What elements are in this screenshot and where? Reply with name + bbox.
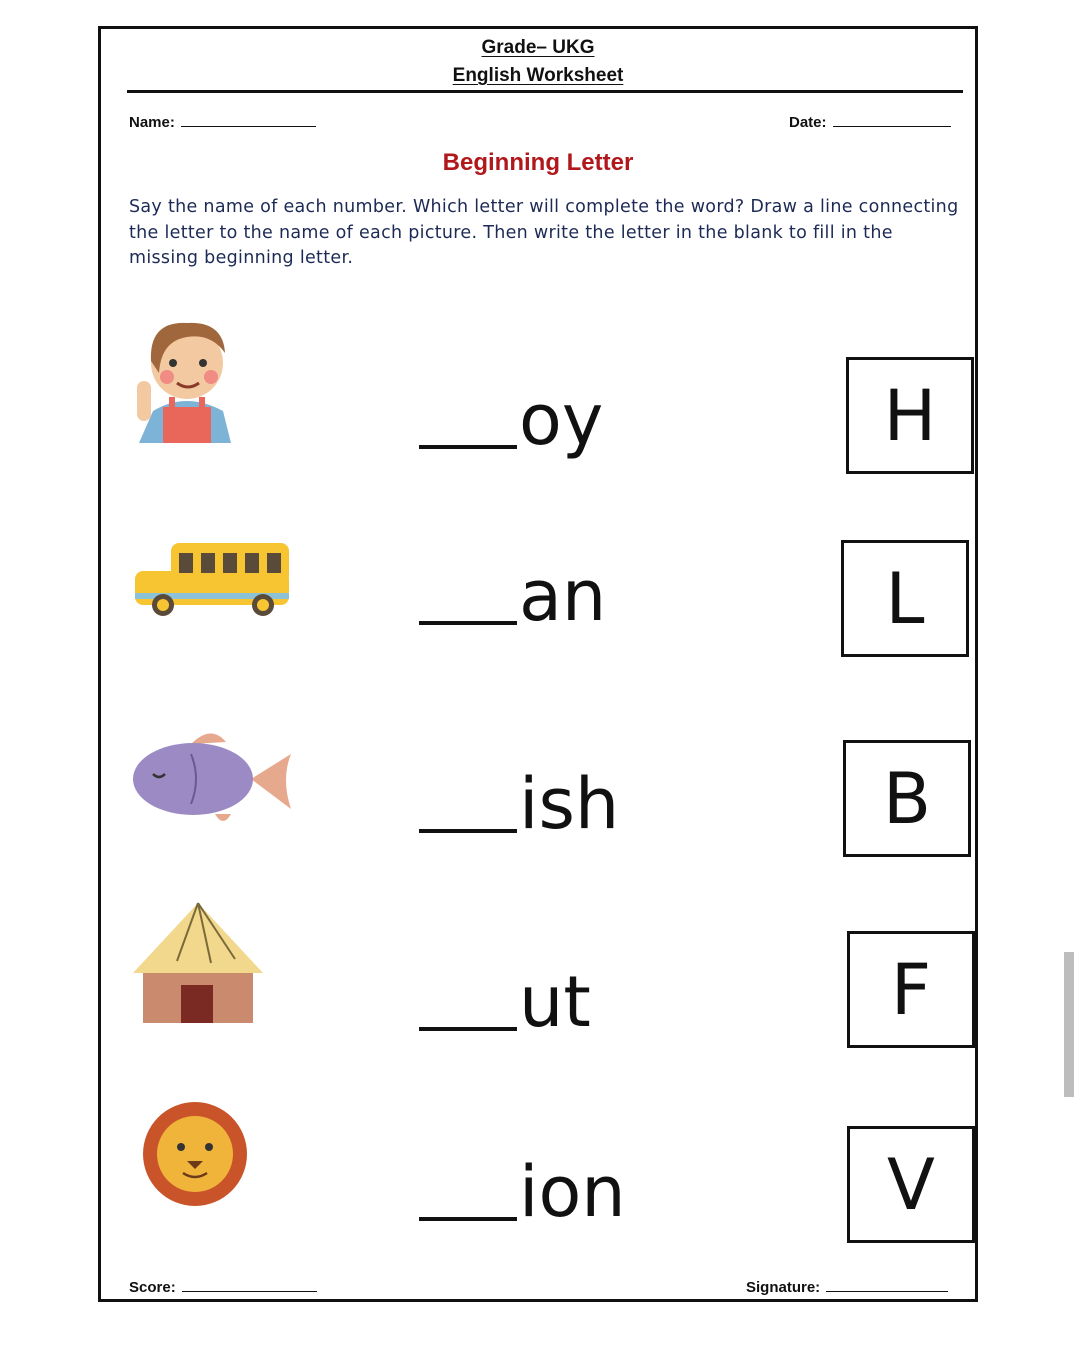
lion-icon [133,1099,258,1209]
header-divider [127,90,963,93]
word-row-5 [419,1151,626,1233]
score-label: Score: [129,1279,176,1296]
name-field[interactable] [129,114,316,131]
letter-box-5[interactable] [847,1126,975,1243]
letter-4: F [890,948,932,1031]
fish-icon [131,724,296,834]
hut-icon [131,901,266,1026]
answer-blank-3[interactable] [419,829,517,833]
letter-box-3[interactable] [843,740,971,857]
answer-blank-1[interactable] [419,445,517,449]
score-line[interactable] [182,1290,317,1292]
word-row-1 [419,379,604,461]
letter-5: V [887,1143,935,1226]
letter-box-1[interactable] [846,357,974,474]
word-row-4 [419,961,591,1043]
answer-blank-2[interactable] [419,621,517,625]
signature-line[interactable] [826,1290,948,1292]
boy-icon [131,311,241,446]
word-stem-3: ish [519,763,620,845]
word-stem-2: an [519,555,607,637]
letter-1: H [883,374,937,457]
worksheet-title: Beginning Letter [442,149,634,176]
letter-box-2[interactable] [841,540,969,657]
word-stem-5: ion [519,1151,626,1233]
date-label: Date: [789,114,827,131]
answer-blank-4[interactable] [419,1027,517,1031]
signature-field[interactable] [746,1279,948,1296]
letter-3: B [882,757,932,840]
word-row-3 [419,763,620,845]
worksheet-page [98,26,978,1302]
word-row-2 [419,555,607,637]
name-label: Name: [129,114,175,131]
letter-box-4[interactable] [847,931,975,1048]
word-stem-1: oy [519,379,604,461]
answer-blank-5[interactable] [419,1217,517,1221]
score-field[interactable] [129,1279,317,1296]
bus-icon [133,539,293,619]
subject-heading: English Worksheet [452,65,624,86]
date-field[interactable] [789,114,951,131]
grade-heading: Grade– UKG [481,37,595,58]
name-line[interactable] [181,125,316,127]
letter-2: L [885,557,925,640]
date-line[interactable] [833,125,951,127]
signature-label: Signature: [746,1279,821,1296]
word-stem-4: ut [519,961,591,1043]
scrollbar[interactable] [1064,952,1074,1097]
instructions-text: Say the name of each number. Which letter will complete the word? Draw a line connecting the letter to the name of each picture. Then write the letter in the blank to fill in the missing beginning letter. [129,197,959,268]
